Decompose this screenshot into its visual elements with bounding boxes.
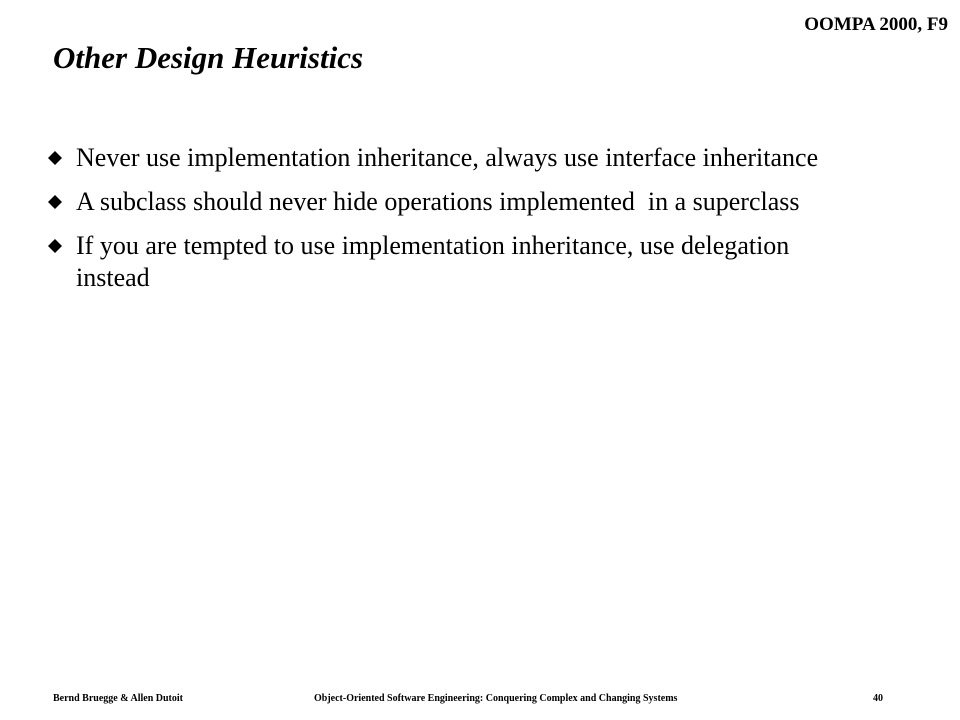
footer-authors: Bernd Bruegge & Allen Dutoit: [53, 693, 183, 704]
bullet-text: A subclass should never hide operations implemented in a superclass: [76, 187, 800, 216]
bullet-item: [48, 230, 848, 294]
page-number: 40: [873, 693, 883, 704]
bullet-list: [48, 142, 848, 306]
bullet-item: [48, 186, 848, 218]
bullet-item: [48, 142, 848, 174]
footer-book-title: Object-Oriented Software Engineering: Conquering Complex and Changing Systems: [314, 693, 678, 704]
bullet-text: If you are tempted to use implementation inheritance, use delegation instead: [76, 231, 790, 292]
diamond-icon: [48, 186, 76, 218]
diamond-icon: [48, 230, 76, 262]
course-tag: OOMPA 2000, F9: [804, 14, 948, 35]
bullet-text: Never use implementation inheritance, always use interface inheritance: [76, 143, 819, 172]
diamond-icon: [48, 142, 76, 174]
slide-title: Other Design Heuristics: [53, 40, 364, 75]
